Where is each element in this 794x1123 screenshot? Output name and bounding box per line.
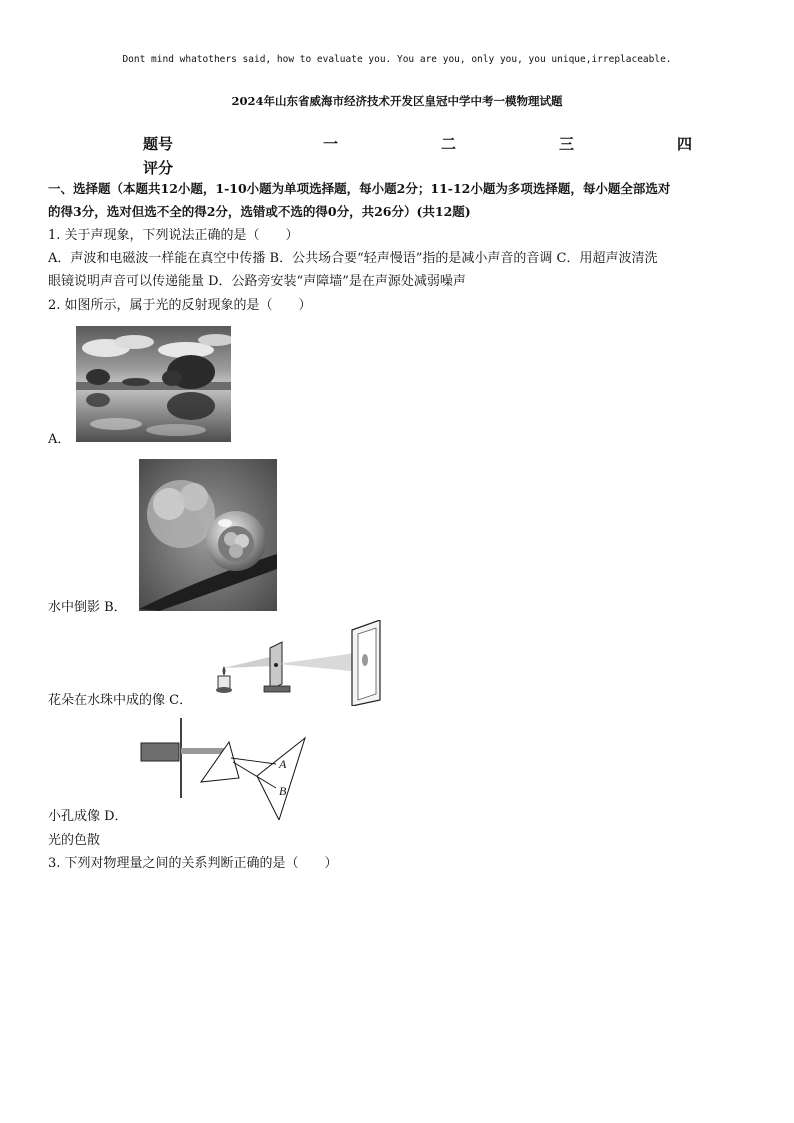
q3-stem: 3. 下列对物理量之间的关系判断正确的是（ ） — [48, 856, 338, 871]
score-col-1: 一 — [323, 135, 339, 153]
q1-stem: 1. 关于声现象，下列说法正确的是（ ） — [48, 228, 299, 243]
score-row-label: 题号 — [143, 135, 174, 153]
section-heading-line1: 一、选择题（本题共12小题，1-10小题为单项选择题，每小题2分；11-12小题为多项选择题，每小题全部选对 — [48, 181, 671, 196]
water-drop-flower-image — [139, 459, 277, 611]
section-heading-line2: 的得3分，选对但选不全的得2分，选错或不选的得0分，共26分）(共12题) — [48, 204, 471, 219]
q2-label-flower-c: 花朵在水珠中成的像 C． — [48, 693, 193, 708]
q2-label-pinhole-d: 小孔成像 D． — [48, 809, 128, 824]
score-col-3: 三 — [559, 135, 575, 153]
q2-stem: 2. 如图所示，属于光的反射现象的是（ ） — [48, 298, 312, 313]
prism-dispersion-diagram — [139, 716, 307, 820]
q2-label-dispersion: 光的色散 — [48, 833, 101, 848]
score-row2-label: 评分 — [143, 159, 174, 177]
score-col-4: 四 — [677, 135, 693, 153]
prism-label-b: B — [279, 784, 287, 798]
q2-label-a: A． — [48, 432, 71, 447]
pinhole-imaging-diagram — [212, 620, 384, 706]
q1-options-line1: A．声波和电磁波一样能在真空中传播 B．公共场合要“轻声慢语”指的是减小声音的音调 C．用超声波清洗 — [48, 251, 658, 266]
q2-label-water-b: 水中倒影 B． — [48, 600, 127, 615]
page-title: 2024年山东省威海市经济技术开发区皇冠中学中考一模物理试题 — [231, 94, 563, 108]
prism-label-a: A — [279, 757, 287, 771]
q1-options-line2: 眼镜说明声音可以传递能量 D．公路旁安装“声障墙”是在声源处减弱噪声 — [48, 274, 466, 289]
motto-text: Dont mind whatothers said, how to evaluate you. You are you, only you, you unique,irreplaceable. — [122, 54, 672, 65]
lake-reflection-image — [76, 326, 231, 442]
score-col-2: 二 — [441, 135, 457, 153]
